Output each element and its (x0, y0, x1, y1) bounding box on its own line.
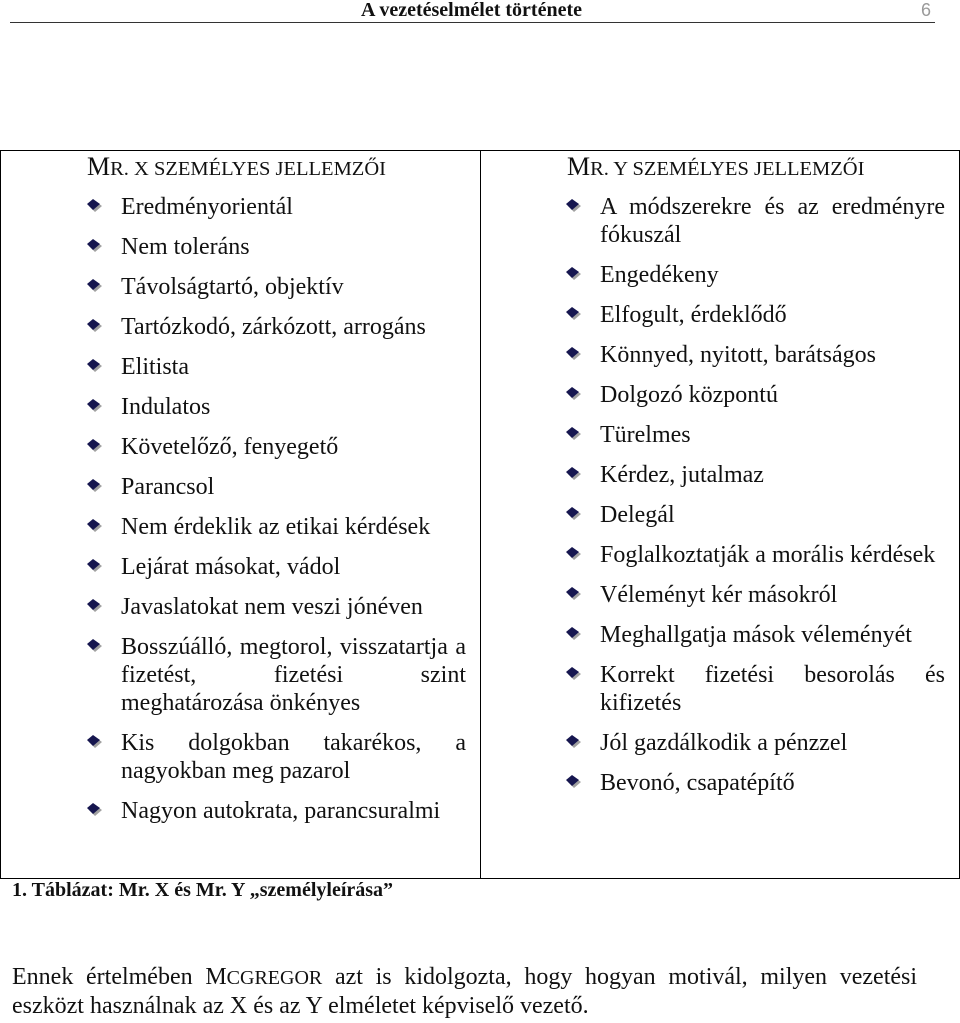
list-item (600, 769, 945, 797)
diamond-bullet-icon (565, 426, 582, 441)
list-item (600, 301, 945, 329)
body-paragraph (12, 963, 917, 1020)
list-item-text: Kis dolgokban takarékos, a nagyokban meg pazarol (121, 730, 466, 784)
list-item-text: Lejárat másokat, vádol (121, 554, 341, 580)
list-item-text: A módszerekre és az eredményre fókuszál (600, 194, 945, 248)
paragraph-text-start: Ennek értelmében (12, 964, 193, 990)
diamond-bullet-icon (565, 466, 582, 481)
list-item-text: Könnyed, nyitott, barátságos (600, 342, 876, 368)
list-item-text: Meghallgatja mások véleményét (600, 622, 912, 648)
diamond-bullet-icon (86, 802, 103, 817)
diamond-bullet-icon (565, 346, 582, 361)
page-number: 6 (921, 0, 932, 20)
diamond-bullet-icon (86, 358, 103, 373)
list-item (121, 513, 466, 541)
diamond-bullet-icon (86, 238, 103, 253)
list-item-text: Eredményorientál (121, 194, 293, 220)
diamond-bullet-icon (86, 598, 103, 613)
diamond-bullet-icon (565, 306, 582, 321)
list-item-text: Foglalkoztatják a morális kérdések (600, 542, 936, 568)
column-heading-mr-x: MR. X SZEMÉLYES JELLEMZŐI (87, 152, 386, 181)
diamond-bullet-icon (86, 734, 103, 749)
list-item (600, 461, 945, 489)
diamond-bullet-icon (565, 266, 582, 281)
list-item (121, 353, 466, 381)
diamond-bullet-icon (86, 278, 103, 293)
running-header-title: A vezetéselmélet története (361, 0, 582, 21)
diamond-bullet-icon (565, 774, 582, 789)
diamond-bullet-icon (86, 638, 103, 653)
list-item (600, 261, 945, 289)
list-item-text: Javaslatokat nem veszi jónéven (121, 594, 423, 620)
list-item-text: Bevonó, csapatépítő (600, 770, 795, 796)
list-item-text: Nem érdeklik az etikai kérdések (121, 514, 431, 540)
list-item (600, 341, 945, 369)
list-item (600, 621, 945, 649)
list-item-text: Türelmes (600, 422, 691, 448)
diamond-bullet-icon (86, 318, 103, 333)
diamond-bullet-icon (565, 666, 582, 681)
list-item (600, 381, 945, 409)
list-item (600, 421, 945, 449)
mr-y-traits-list (600, 193, 945, 809)
diamond-bullet-icon (565, 386, 582, 401)
diamond-bullet-icon (86, 398, 103, 413)
list-item (121, 393, 466, 421)
author-name: MCGREGOR (205, 964, 323, 990)
list-item (121, 273, 466, 301)
list-item (121, 797, 466, 825)
list-item-text: Indulatos (121, 394, 211, 420)
list-item-text: Bosszúálló, megtorol, visszatartja a fizetést, fizetési szint meghatározása önkényes (121, 634, 466, 716)
diamond-bullet-icon (86, 558, 103, 573)
list-item-text: Követelőző, fenyegető (121, 434, 339, 460)
list-item (121, 193, 466, 221)
diamond-bullet-icon (565, 734, 582, 749)
list-item-text: Jól gazdálkodik a pénzzel (600, 730, 848, 756)
list-item (121, 633, 466, 717)
diamond-bullet-icon (86, 518, 103, 533)
list-item-text: Nem toleráns (121, 234, 250, 260)
diamond-bullet-icon (86, 198, 103, 213)
list-item-text: Parancsol (121, 474, 215, 500)
list-item-text: Delegál (600, 502, 675, 528)
column-heading-mr-y: MR. Y SZEMÉLYES JELLEMZŐI (567, 152, 865, 181)
list-item (600, 501, 945, 529)
list-item (600, 541, 945, 569)
list-item-text: Elfogult, érdeklődő (600, 302, 787, 328)
list-item-text: Tartózkodó, zárkózott, arrogáns (121, 314, 426, 340)
diamond-bullet-icon (86, 478, 103, 493)
list-item (600, 193, 945, 249)
diamond-bullet-icon (565, 586, 582, 601)
list-item (121, 313, 466, 341)
list-item-text: Nagyon autokrata, parancsuralmi (121, 798, 441, 824)
list-item (600, 729, 945, 757)
list-item-text: Elitista (121, 354, 189, 380)
list-item (121, 553, 466, 581)
list-item (121, 473, 466, 501)
list-item (121, 233, 466, 261)
table-column-divider (480, 150, 481, 879)
list-item-text: Véleményt kér másokról (600, 582, 838, 608)
table-caption: 1. Táblázat: Mr. X és Mr. Y „személyleírása” (12, 879, 394, 901)
diamond-bullet-icon (565, 626, 582, 641)
list-item (121, 593, 466, 621)
diamond-bullet-icon (565, 506, 582, 521)
list-item (600, 661, 945, 717)
diamond-bullet-icon (565, 546, 582, 561)
mr-x-traits-list (121, 193, 466, 837)
diamond-bullet-icon (86, 438, 103, 453)
list-item (600, 581, 945, 609)
list-item-text: Korrekt fizetési besorolás és kifizetés (600, 662, 945, 716)
list-item-text: Engedékeny (600, 262, 719, 288)
list-item (121, 729, 466, 785)
list-item-text: Kérdez, jutalmaz (600, 462, 764, 488)
list-item (121, 433, 466, 461)
list-item-text: Távolságtartó, objektív (121, 274, 344, 300)
diamond-bullet-icon (565, 198, 582, 213)
header-divider (10, 22, 935, 23)
list-item-text: Dolgozó központú (600, 382, 778, 408)
paragraph-text-end: azt is kidolgozta, hogy hogyan motivál, milyen vezetési eszközt használnak az X és az Y elméletet képviselő vezető. (12, 964, 918, 1019)
